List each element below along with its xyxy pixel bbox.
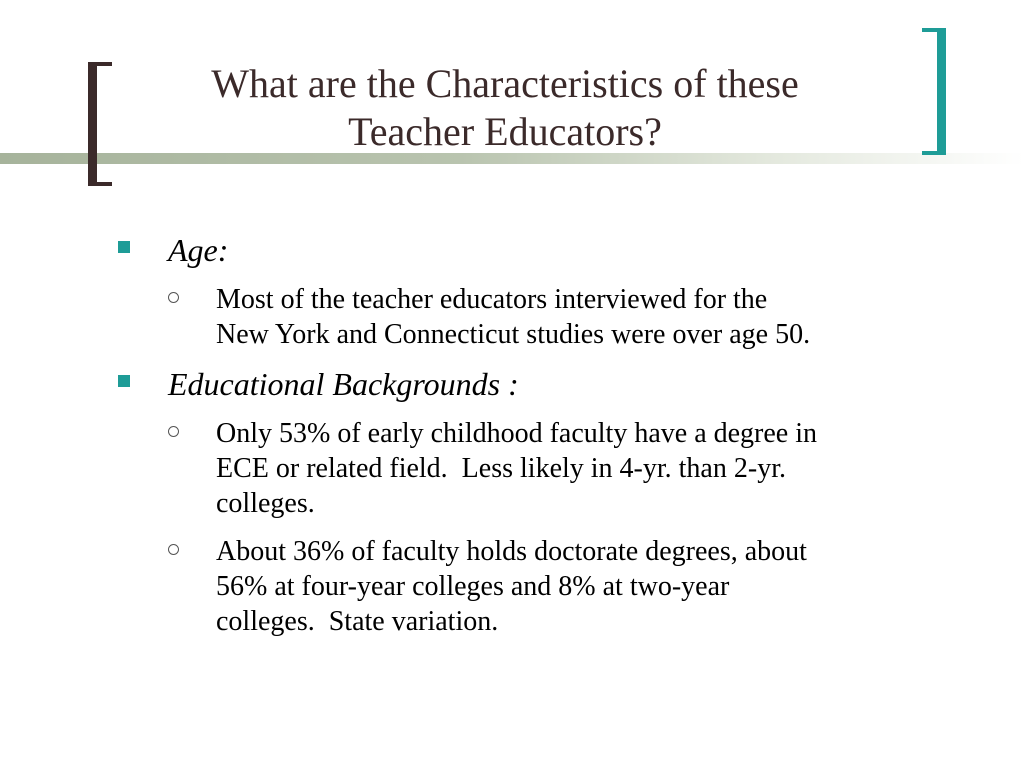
sub-bullet-line: About 36% of faculty holds doctorate degrees, about [216, 536, 807, 567]
sub-bullet-text [216, 416, 961, 521]
slide-title-line: What are the Characteristics of these [211, 61, 799, 106]
square-bullet-icon [118, 241, 130, 253]
sub-bullet-text [216, 534, 961, 639]
square-bullet-icon [118, 375, 130, 387]
bullet-label: Educational Backgrounds : [168, 366, 519, 402]
sub-bullet-line: colleges. State variation. [216, 606, 499, 637]
sub-bullet-line: Only 53% of early childhood faculty have a degree in [216, 418, 818, 449]
sub-bullet-line: New York and Connecticut studies were over age 50. [216, 319, 811, 350]
hollow-circle-bullet-icon [168, 544, 179, 555]
hollow-circle-bullet-icon [168, 426, 179, 437]
sub-bullet-line: ECE or related field. Less likely in 4-yr. than 2-yr. [216, 453, 786, 484]
sub-bullet-line: Most of the teacher educators interviewed for the [216, 284, 768, 315]
slide-title-line: Teacher Educators? [348, 109, 662, 154]
sub-bullet-line: colleges. [216, 488, 315, 519]
sub-bullet-line: 56% at four-year colleges and 8% at two-year [216, 571, 730, 602]
hollow-circle-bullet-icon [168, 292, 179, 303]
bullet-label: Age: [168, 232, 229, 268]
sub-bullet-text [216, 282, 961, 352]
